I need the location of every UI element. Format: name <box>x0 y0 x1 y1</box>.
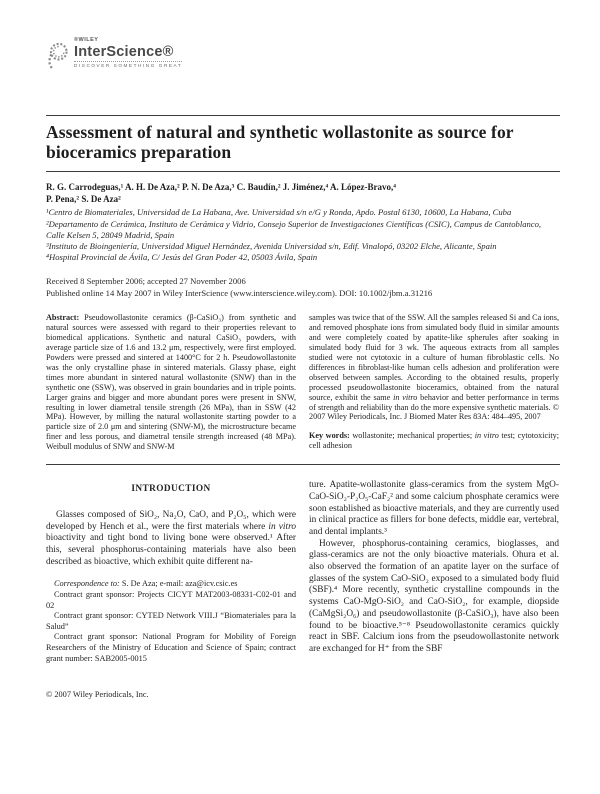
wiley-interscience-logo <box>44 38 560 82</box>
keywords-list: wollastonite; mechanical properties; in vitro test; cytotoxicity; cell adhesion <box>309 431 560 451</box>
author-line-2: P. Pena,² S. De Aza² <box>46 193 121 204</box>
footnotes-block <box>46 579 296 664</box>
body-column-right <box>309 480 559 718</box>
rule-below-title <box>46 171 560 172</box>
keywords-line <box>309 431 559 451</box>
body-column-left <box>46 480 296 718</box>
abstract-label: Abstract: <box>46 313 80 323</box>
published-online-doi-line: Published online 14 May 2007 in Wiley InterScience (www.interscience.wiley.com). DOI: 10.1002/jbm.a.31216 <box>46 287 433 298</box>
introduction-heading: INTRODUCTION <box>131 484 211 495</box>
abstract-text-right: samples was twice that of the SSW. All the samples released Si and Ca ions, and removed phosphate ions from simulated body fluid in similar amounts and were completely coated by apatite-like spherules after soaking in simulated body fluid for 3 wk. The aqueous extracts from all samples studied were not cytotoxic in a culture of human fibroblastic cells. No differences in fibroblast-like human cells adhesion and proliferation were observed between samples. According to the obtained results, properly processed pseudowollastonite bioceramics, obtained from the natural source, exhibit the same in vitro behavior and better performance in terms of strength and reliability than do the more expensive synthetic materials. © 2007 Wiley Periodicals, Inc. J Biomed Mater Res 83A: 484–495, 2007 <box>309 313 559 422</box>
interscience-wordmark: InterScience® <box>74 43 174 60</box>
rule-above-title <box>46 115 560 116</box>
abstract-body-left: Pseudowollastonite ceramics (β-CaSiO₃) from synthetic and natural sources were assessed with regard to their properties relevant to biomedical applications. Synthetic and natural CaSiO₃ powders, with average particle size of 1.6 and 13.2 μm, respectively, were first employed. Powders were pressed and sintered at 1400°C for 2 h. Pseudowollastonite was the only crystalline phase in sintered materials. Glassy phase, eight times more abundant in sintered natural wollastonite (SNW) than in the synthetic one (SSW), was observed in grain boundaries and in triple points. Larger grains and bigger and more abundant pores were present in SNW, resulting in lower diametral tensile strength (26 MPa), than in SSW (42 MPa). However, by milling the natural wollastonite starting powder to a particle size of 2.0 μm and sintering (SNW-M), the microstructure became finer and less porous, and diametral tensile strength increased (48 MPa). Weibull modulus of SNW and SNW-M <box>46 313 296 452</box>
received-accepted-line: Received 8 September 2006; accepted 27 November 2006 <box>46 276 246 287</box>
copyright-line: © 2007 Wiley Periodicals, Inc. <box>46 689 149 699</box>
logo-tagline: DISCOVER SOMETHING GREAT <box>74 62 183 68</box>
affiliations <box>46 207 560 263</box>
logo-wordmark <box>74 38 182 68</box>
wiley-mark: ®WILEY <box>74 37 99 43</box>
paper-title: Assessment of natural and synthetic wollastonite as source for bioceramics preparation <box>46 122 514 162</box>
abstract-column-right <box>309 313 559 452</box>
body-section <box>46 480 560 718</box>
correspondence-note: Correspondence to: S. De Aza; e-mail: aza@icv.csic.es <box>54 579 238 589</box>
intro-paragraph-right-2: However, phosphorus-containing ceramics, bioglasses, and glass-ceramics are not the only bioactive materials. Ohura et al. also observed the formation of an apatite layer on the surface of glasses of the system CaO-SiO₂ exposed to a simulated body fluid (SBF).⁴ More recently, synthetic crystalline compounds in the systems CaO-MgO-SiO₂ and CaO-SiO₂, for example, diopside (CaMgSi₂O₆) and pseudowollastonite (β-CaSiO₃), have also been found to be bioactive.⁵⁻⁸ Pseudowollastonite ceramics quickly react in SBF. Calcium ions from the pseudowollastonite network are exchanged for H⁺ from the SBF <box>309 538 559 654</box>
intro-paragraph-left: Glasses composed of SiO₂, Na₂O, CaO, and P₂O₅, which were developed by Hench et al., were the first materials where in vitro bioactivity and tight bond to living bone were observed.¹ After this, several phosphorus-containing materials have also been described as bioactive, which exhibit quite different na- <box>46 509 296 567</box>
keywords-label: Key words: <box>309 431 350 441</box>
affiliation-3: ³Instituto de Bioingeniería, Universidad Miguel Hernández, Avenida Universidad s/n, Edif. Vinalopó, 03202 Elche, Alicante, Spain <box>46 240 497 251</box>
abstract-text-left <box>46 313 296 452</box>
author-line-1: R. G. Carrodeguas,¹ A. H. De Aza,² P. N. De Aza,³ C. Baudín,² J. Jiménez,⁴ A. López-Bravo,⁴ <box>46 181 396 192</box>
abstract-column-left <box>46 313 296 452</box>
affiliation-2: ²Departamento de Cerámica, Instituto de Cerámica y Vidrio, Consejo Superior de Investigaciones Científicas (CSIC), Campus de Cantoblanco, Calle Kelsen 5, 28049 Madrid, Spain <box>46 218 542 240</box>
grant-sponsor-note-1: Contract grant sponsor: Projects CICYT MAT2003-08331-C02-01 and 02 <box>46 589 296 610</box>
grant-sponsor-note-3: Contract grant sponsor: National Program for Mobility of Foreign Researchers of the Ministry of Education and Science of Spain; contract grant number: SAB2005-0015 <box>46 632 296 663</box>
interscience-globe-icon <box>44 40 70 77</box>
abstract-section <box>46 313 560 452</box>
affiliation-4: ⁴Hospital Provincial de Ávila, C/ Jesús del Gran Poder 42, 05003 Ávila, Spain <box>46 252 318 263</box>
article-history <box>46 276 560 299</box>
grant-sponsor-note-2: Contract grant sponsor: CYTED Network VIII.J “Biomateriales para la Salud” <box>46 611 296 631</box>
rule-below-abstract <box>46 464 560 465</box>
intro-paragraph-right-1: ture. Apatite-wollastonite glass-ceramics from the system MgO-CaO-SiO₂-P₂O₅-CaF₂² and some calcium phosphate ceramics were soon established as bioactive materials, and they are currently used in clinical practice as fillers for bone defects, middle ear, vertebral, and dental implants.³ <box>309 480 559 537</box>
affiliation-1: ¹Centro de Biomateriales, Universidad de La Habana, Ave. Universidad s/n e/G y Ronda, Apdo. Postal 6130, 10600, La Habana, Cuba <box>46 207 512 218</box>
author-list <box>46 181 560 206</box>
